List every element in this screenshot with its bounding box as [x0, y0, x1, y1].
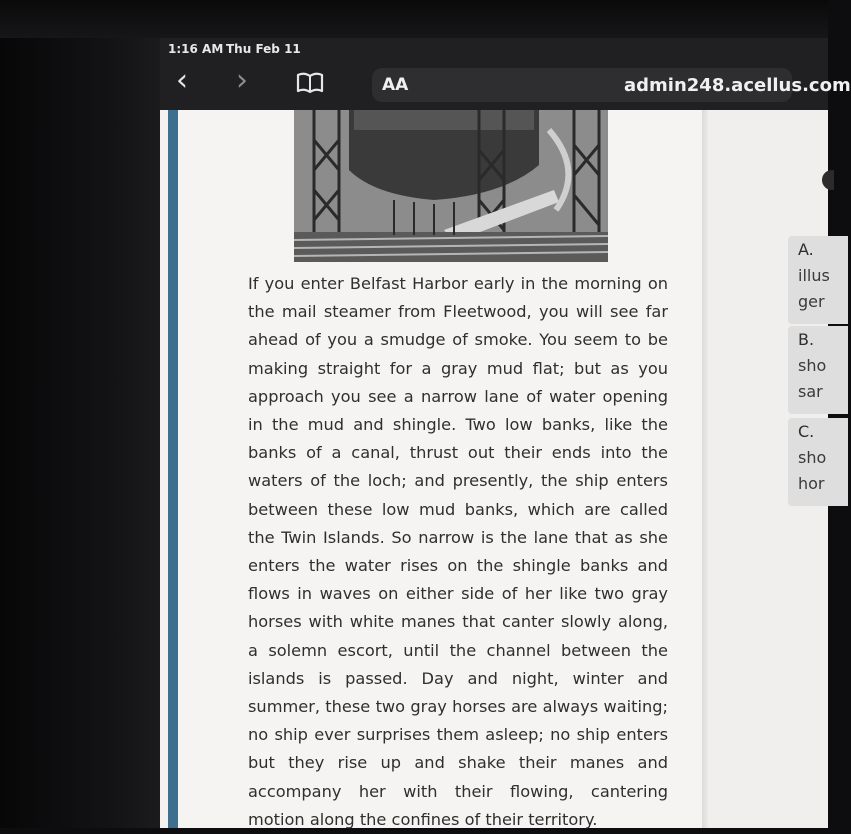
- question-icon: [822, 170, 834, 190]
- address-bar[interactable]: [372, 68, 851, 102]
- answer-option-a[interactable]: [788, 236, 848, 324]
- tablet-screen: [160, 38, 851, 829]
- answer-option-b[interactable]: [788, 326, 848, 414]
- status-time: 1:16 AM: [168, 42, 224, 56]
- device-bezel-left: [0, 0, 160, 828]
- answer-text: sho: [798, 448, 827, 467]
- device-bezel-top: [0, 0, 828, 38]
- url-text[interactable]: admin248.acellus.com: [624, 75, 851, 96]
- answer-text: hor: [798, 474, 825, 493]
- answer-letter: A.: [798, 240, 814, 259]
- forward-button[interactable]: [236, 63, 248, 98]
- shipyard-photo-drawing: [294, 110, 608, 262]
- reading-pane: [178, 110, 702, 828]
- reading-passage: If you enter Belfast Harbor early in the morning on the mail steamer from Fleetwood, you will see far ahead of you a smudge of smoke. You seem to be making straight for a gray mud flat; but as you approach you see a narrow lane of water opening in the mud and shingle. Two low banks, like the banks of a canal, thrust out their ends into the waters of the loch; and presently, the ship enters between these low mud banks, which are called the Twin Islands. So narrow is the lane that as she enters the water rises on the shingle banks and flows in waves on either side of her like two gray horses with white manes that canter slowly along, a solemn escort, until the channel between the islands is passed. Day and night, winter and summer, these two gray horses are always waiting; no ship ever surprises them asleep; no ship enters but they rise up and shake their manes and accompany her with their flowing, cantering motion along the confines of their territory.: [248, 274, 668, 829]
- answer-letter: B.: [798, 330, 815, 349]
- answer-letter: C.: [798, 422, 815, 441]
- browser-toolbar: [160, 60, 851, 110]
- answer-text: illus: [798, 266, 830, 285]
- answer-option-c[interactable]: [788, 418, 848, 506]
- open-book-icon: [296, 71, 324, 95]
- question-pane: [708, 110, 828, 828]
- status-bar: [160, 38, 828, 60]
- answer-text: sar: [798, 382, 823, 401]
- back-button[interactable]: [176, 63, 188, 98]
- reader-button[interactable]: [296, 71, 324, 99]
- chevron-right-icon: ›: [236, 63, 248, 98]
- left-accent-bar: [168, 110, 178, 828]
- answer-text: ger: [798, 292, 825, 311]
- shipyard-photo: [294, 110, 608, 262]
- page-content: [160, 110, 828, 828]
- status-date: Thu Feb 11: [226, 42, 301, 56]
- text-size-button[interactable]: AA: [382, 75, 409, 95]
- answer-text: sho: [798, 356, 827, 375]
- chevron-left-icon: ‹: [176, 63, 188, 98]
